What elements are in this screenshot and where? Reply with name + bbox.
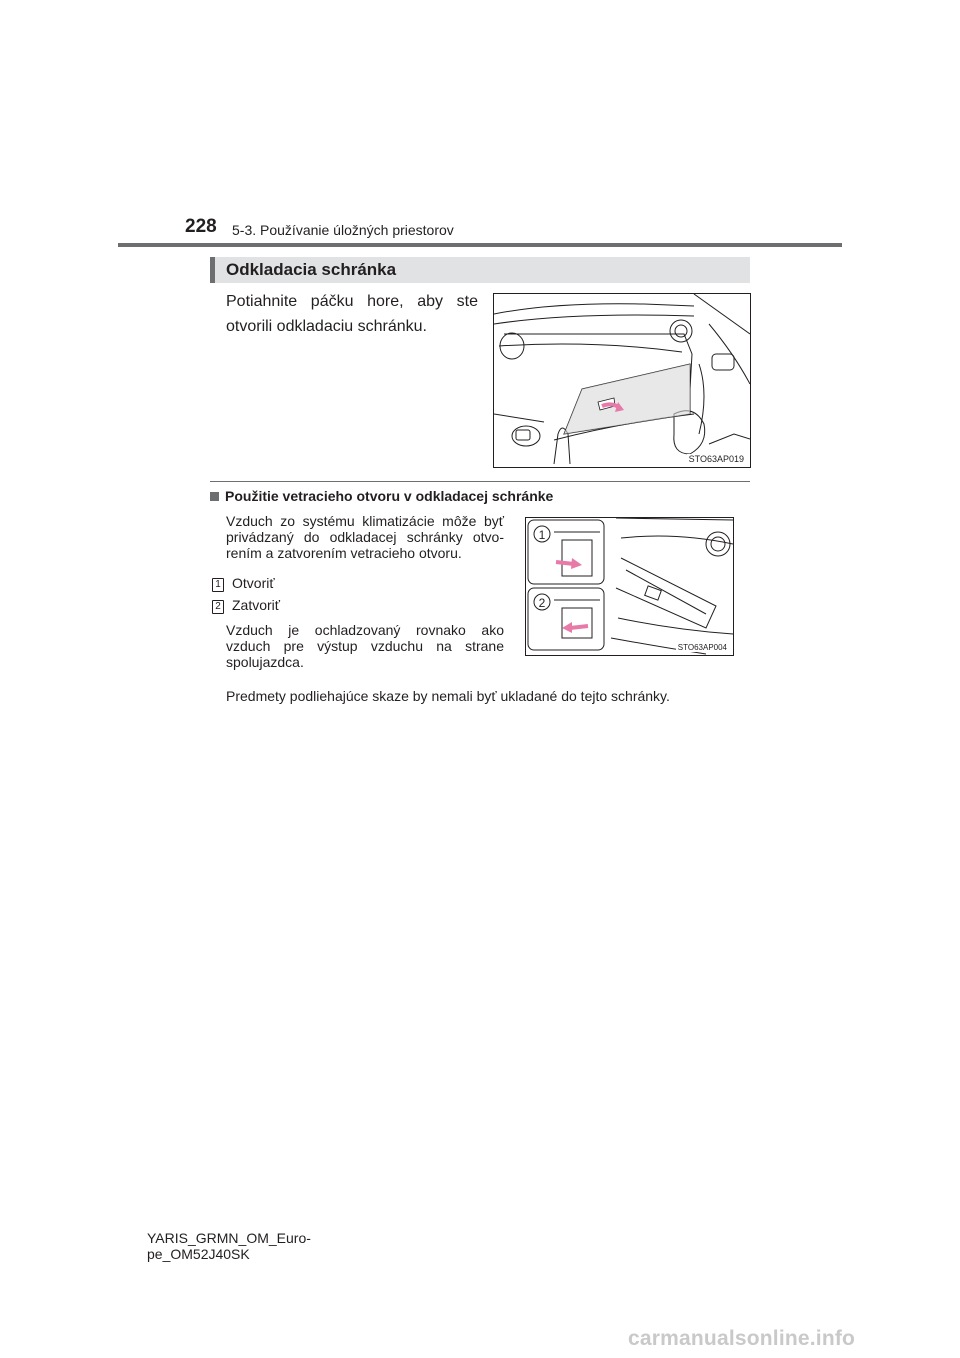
glovebox-drawing [494, 294, 750, 467]
list-item-label: Zatvoriť [232, 597, 281, 613]
subsection-heading [210, 488, 553, 504]
figure-code: STO63AP019 [688, 454, 744, 464]
list-item-open [212, 575, 275, 592]
list-item-close [212, 597, 280, 614]
watermark: carmanualsonline.info [628, 1327, 856, 1350]
glovebox-illustration [493, 293, 751, 468]
list-item-label: Otvoriť [232, 575, 275, 591]
section-heading-bar [210, 257, 750, 283]
callout-2: 2 [538, 596, 546, 610]
figure-code: STO63AP004 [677, 643, 727, 652]
heading-accent [210, 257, 215, 283]
subsection-body: Vzduch zo systému klimatizácie môže byť privádzaný do odkladacej schránky otvo-rením a zatvorením vetracieho otvoru. [226, 513, 504, 561]
callout-1: 1 [538, 528, 546, 542]
caution-paragraph: Predmety podliehajúce skaze by nemali byť ukladané do tejto schránky. [226, 688, 670, 704]
number-badge: 2 [212, 600, 224, 614]
vent-drawing [526, 518, 733, 655]
vent-illustration [525, 517, 734, 656]
subsection-rule [210, 481, 750, 482]
intro-paragraph: Potiahnite páčku hore, aby ste otvorili odkladaciu schránku. [226, 293, 478, 335]
square-bullet-icon [210, 492, 219, 501]
section-heading: Odkladacia schránka [226, 260, 397, 279]
number-badge: 1 [212, 578, 224, 592]
page-number: 228 [185, 216, 217, 237]
footer-doc-id-line1: YARIS_GRMN_OM_Euro- [147, 1230, 311, 1246]
header-rule [118, 243, 842, 247]
note-paragraph: Vzduch je ochladzovaný rovnako ako vzduch pre výstup vzduchu na strane spolujazdca. [226, 622, 504, 670]
section-header: 5-3. Používanie úložných priestorov [232, 222, 454, 238]
footer-doc-id-line2: pe_OM52J40SK [147, 1246, 250, 1262]
subsection-title: Použitie vetracieho otvoru v odkladacej schránke [225, 488, 554, 504]
